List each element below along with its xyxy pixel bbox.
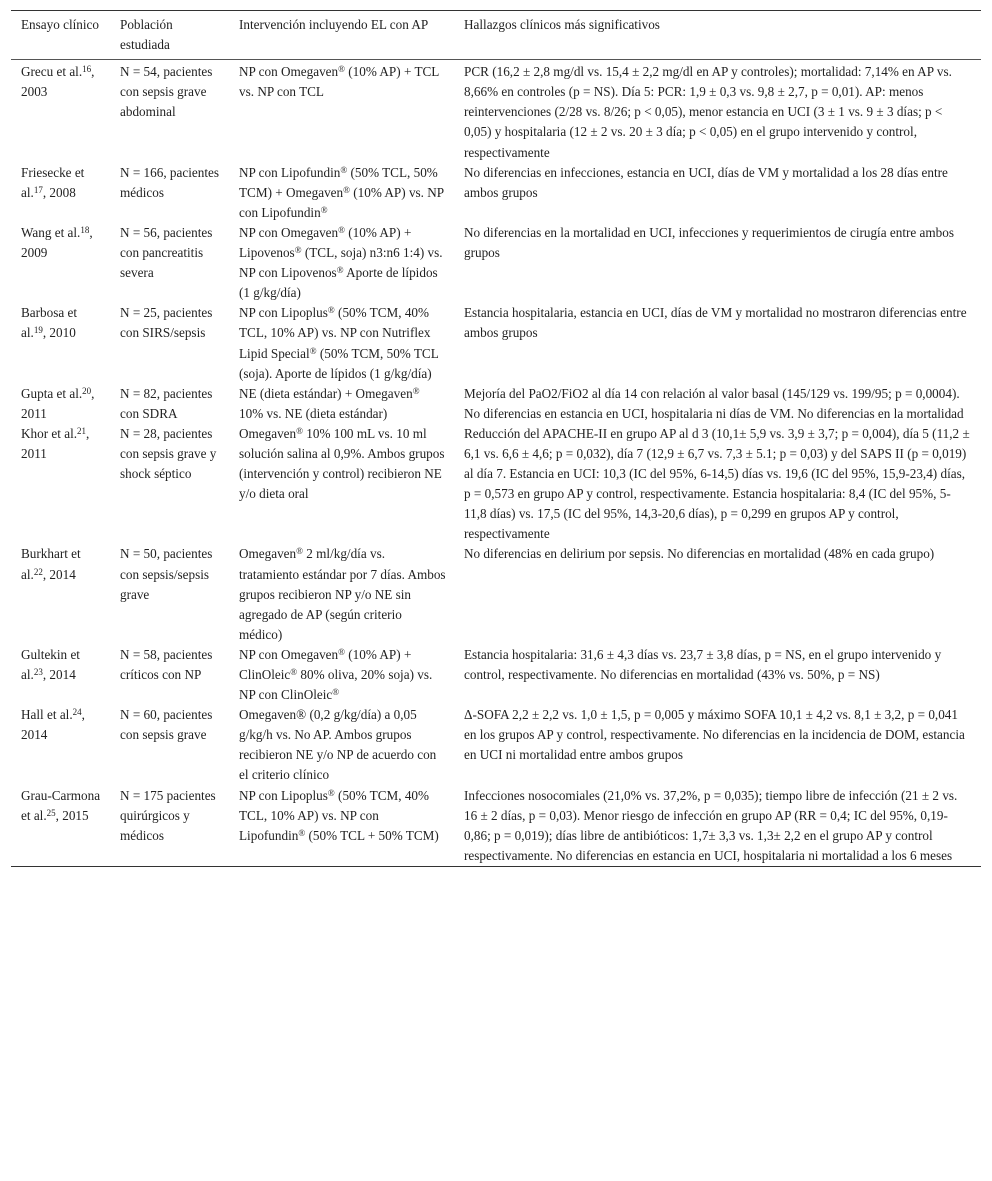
registered-mark: ® [309, 345, 317, 356]
table-row [11, 303, 981, 383]
intervention-cell [229, 424, 454, 545]
intervention-text: Omegaven [239, 425, 297, 441]
header-population: Población estudiada [120, 17, 173, 53]
table-row [11, 424, 981, 545]
registered-mark: ® [340, 164, 348, 175]
trial-year: , 2014 [42, 566, 76, 582]
intervention-text: Omegaven® (0,2 g/kg/día) a 0,05 g/kg/h vs. No AP. Ambos grupos recibieron NE y/o NP de acuerdo con el criterio clínico [239, 707, 437, 783]
intervention-text: Aporte de lípidos (1 g/kg/día) [239, 265, 438, 301]
registered-mark: ® [338, 64, 345, 75]
trial-author: Wang et al. [21, 224, 81, 240]
trial-reference: 19 [33, 325, 43, 336]
findings-cell: Estancia hospitalaria: 31,6 ± 4,3 días vs. 23,7 ± 3,8 días, p = NS, en el grupo intervenido y control, respectivamente. No diferencias en mortalidad (43% vs. 50%, p = NS) [464, 646, 942, 682]
intervention-text: NP con Omegaven [239, 64, 339, 80]
trial-reference: 21 [77, 425, 87, 436]
intervention-cell [229, 786, 454, 867]
table-body [11, 60, 981, 867]
intervention-cell [229, 223, 454, 303]
intervention-text: NE (dieta estándar) + Omegaven [239, 385, 413, 401]
intervention-text: (10% AP) + TCL vs. NP con TCL [239, 64, 439, 100]
registered-mark: ® [290, 667, 298, 677]
trial-cell [11, 424, 110, 545]
intervention-text: (50% TCL + 50% TCM) [305, 827, 439, 843]
clinical-trials-table [11, 10, 981, 867]
findings-cell: Mejoría del PaO2/FiO2 al día 14 con relación al valor basal (145/129 vs. 199/95; p = 0,0004). No diferencias en estancia en UCI, hospitalaria ni días de VM. No diferencias en la mortalidad [464, 385, 964, 421]
header-intervention: Intervención incluyendo EL con AP [239, 17, 429, 32]
trial-cell [11, 645, 110, 705]
trial-cell [11, 544, 110, 644]
trial-author: Gultekin et al. [21, 646, 80, 682]
intervention-text: 10% 100 mL vs. 10 ml solución salina al 0,9%. Ambos grupos (intervención y control) recibieron NE y/o dieta oral [239, 425, 445, 502]
registered-mark: ® [336, 265, 344, 276]
trial-author: Burkhart et al. [21, 546, 81, 582]
trial-year: , 2009 [21, 224, 93, 261]
registered-mark: ® [296, 425, 303, 436]
population-cell: N = 58, pacientes críticos con NP [120, 646, 213, 682]
table-row [11, 705, 981, 785]
intervention-text: 10% vs. NE (dieta estándar) [239, 405, 388, 421]
registered-mark: ® [327, 305, 335, 316]
trial-year: , 2010 [42, 325, 76, 341]
trial-reference: 25 [46, 807, 56, 818]
intervention-text: (50% TCM, 40% TCL, 10% AP) vs. NP con Lipofundin [239, 787, 430, 843]
intervention-text: NP con Lipoplus [239, 305, 328, 321]
intervention-text: NP con Lipofundin [239, 164, 341, 180]
registered-mark: ® [332, 687, 340, 698]
trial-reference: 22 [33, 566, 43, 577]
findings-cell: No diferencias en la mortalidad en UCI, infecciones y requerimientos de cirugía entre ambos grupos [464, 224, 954, 261]
intervention-cell [229, 705, 454, 785]
trial-year: , 2003 [21, 64, 95, 100]
trial-reference: 18 [80, 224, 90, 235]
table-row [11, 163, 981, 223]
trial-cell [11, 60, 110, 163]
intervention-text: NP con Omegaven [239, 646, 339, 662]
intervention-cell [229, 544, 454, 644]
table-header [11, 11, 981, 60]
table-row [11, 384, 981, 424]
registered-mark: ® [298, 827, 306, 838]
intervention-text: NP con Lipoplus [239, 787, 328, 803]
trial-year: , 2008 [42, 184, 76, 200]
findings-cell: PCR (16,2 ± 2,8 mg/dl vs. 15,4 ± 2,2 mg/dl en AP y controles); mortalidad: 7,14% en AP vs. 8,66% en controles (p = NS). Día 5: PCR: 1,9 ± 0,3 vs. 9,8 ± 2,7, p = 0,01). AP: menos reintervenciones (2/28 vs. 8/26; p < 0,05), menor estancia en UCI (3 ± 1 vs. 9 ± 3 días; p < 0,05) y hospitalaria (12 ± 2 vs. 20 ± 3 día; p < 0,05) en el grupo intervenido y control, respectivamente [464, 64, 952, 160]
trial-cell [11, 705, 110, 785]
trial-author: Grau-Carmona et al. [21, 787, 101, 823]
table-row [11, 645, 981, 705]
intervention-cell [229, 60, 454, 163]
population-cell: N = 28, pacientes con sepsis grave y shock séptico [120, 425, 217, 482]
intervention-text: (10% AP) + ClinOleic [239, 646, 412, 682]
registered-mark: ® [343, 184, 350, 195]
trial-year: , 2011 [21, 385, 95, 421]
trial-author: Friesecke et al. [21, 164, 85, 200]
findings-cell: No diferencias en infecciones, estancia en UCI, días de VM y mortalidad a los 28 días entre ambos grupos [464, 164, 948, 200]
header-trial: Ensayo clínico [21, 17, 100, 32]
trial-author: Grecu et al. [21, 64, 83, 80]
intervention-text: (10% AP) + Lipovenos [239, 224, 412, 261]
trial-year: , 2014 [42, 667, 76, 682]
findings-cell: Infecciones nosocomiales (21,0% vs. 37,2%, p = 0,035); tiempo libre de infección (21 ± 2 vs. 16 ± 2 días, p = 0,03). Menor riesgo de infección en grupo AP (RR = 0,4; IC del 95%, 0,19-0,86; p = 0,019); días libre de antibióticos: 1,7± 3,3 vs. 1,3± 2,2 en el grupo AP y control respectivamente. No diferencias en estancia en UCI, hospitalaria ni mortalidad a los 6 meses [464, 787, 958, 863]
findings-cell: Δ-SOFA 2,2 ± 2,2 vs. 1,0 ± 1,5, p = 0,005 y máximo SOFA 10,1 ± 4,2 vs. 8,1 ± 3,2, p = 0,041 en los grupos AP y control, respectivamente. No diferencias en la incidencia de DOM, estancia en UCI ni mortalidad entre ambos grupos [464, 707, 965, 763]
intervention-text: Omegaven [239, 546, 297, 562]
registered-mark: ® [296, 546, 303, 557]
intervention-text: (50% TCM, 40% TCL, 10% AP) vs. NP con Nutriflex Lipid Special [239, 305, 431, 361]
population-cell: N = 50, pacientes con sepsis/sepsis grave [120, 546, 213, 602]
intervention-text: 2 ml/kg/día vs. tratamiento estándar por 7 días. Ambos grupos recibieron NP y/o NE sin agregado de AP (según criterio médico) [239, 546, 446, 642]
table-row [11, 544, 981, 644]
population-cell: N = 175 pacientes quirúrgicos y médicos [120, 787, 216, 843]
population-cell: N = 166, pacientes médicos [120, 164, 219, 200]
trial-year: , 2014 [21, 707, 85, 743]
registered-mark: ® [320, 204, 328, 215]
header-findings: Hallazgos clínicos más significativos [464, 17, 660, 32]
trial-author: Hall et al. [21, 707, 73, 723]
intervention-text: (10% AP) vs. NP con Lipofundin [239, 184, 444, 220]
trial-reference: 20 [82, 385, 92, 396]
intervention-text: 80% oliva, 20% soja) vs. NP con ClinOleic [239, 667, 433, 703]
population-cell: N = 60, pacientes con sepsis grave [120, 707, 213, 743]
trial-author: Khor et al. [21, 425, 78, 441]
table-row [11, 223, 981, 303]
registered-mark: ® [294, 245, 302, 256]
trial-reference: 24 [72, 707, 82, 718]
findings-cell: Estancia hospitalaria, estancia en UCI, días de VM y mortalidad no mostraron diferencias entre ambos grupos [464, 305, 967, 341]
population-cell: N = 25, pacientes con SIRS/sepsis [120, 305, 213, 341]
trial-cell [11, 163, 110, 223]
intervention-cell [229, 384, 454, 424]
trial-year: , 2011 [21, 425, 90, 461]
intervention-text: (TCL, soja) n3:n6 1:4) vs. NP con Lipovenos [239, 245, 443, 281]
table-row [11, 786, 981, 867]
trial-reference: 17 [33, 184, 43, 195]
findings-cell: Reducción del APACHE-II en grupo AP al d 3 (10,1± 5,9 vs. 3,9 ± 3,7; p = 0,004), día 5 (11,2 ± 6,1 vs. 6,6 ± 4,6; p = 0,032), día 7 (12,9 ± 6,7 vs. 7,3 ± 5.1; p = 0,03) y del SAPS II (p = 0,019) al día 7. Estancia en UCI: 10,3 (IC del 95%, 6-14,5) días vs. 19,6 (IC del 95%, 15,9-23,4) días, p = 0,573 en grupo AP y control, respectivamente. Estancia hospitalaria: 8,4 (IC del 95%, 5-11,8 días) vs. 17,5 (IC del 95%, 14,3-20,6 días), p = 0,299 en grupos AP y control, respectivamente [464, 425, 970, 542]
table-row [11, 60, 981, 163]
registered-mark: ® [338, 224, 345, 235]
intervention-text: (50% TCL, 50% TCM) + Omegaven [239, 164, 438, 200]
population-cell: N = 56, pacientes con pancreatitis severa [120, 224, 213, 281]
trial-cell [11, 786, 110, 867]
intervention-text: NP con Omegaven [239, 224, 339, 240]
intervention-text: (50% TCM, 50% TCL (soja). Aporte de lípidos (1 g/kg/día) [239, 345, 439, 381]
trial-author: Gupta et al. [21, 385, 83, 401]
findings-cell: No diferencias en delirium por sepsis. No diferencias en mortalidad (48% en cada grupo) [464, 546, 935, 562]
population-cell: N = 54, pacientes con sepsis grave abdominal [120, 64, 213, 120]
registered-mark: ® [327, 787, 335, 798]
intervention-cell [229, 645, 454, 705]
intervention-cell [229, 303, 454, 383]
trial-cell [11, 384, 110, 424]
registered-mark: ® [412, 385, 420, 396]
trial-year: , 2015 [55, 807, 89, 823]
trial-cell [11, 223, 110, 303]
trial-reference: 16 [82, 64, 92, 75]
trial-reference: 23 [33, 667, 43, 677]
trial-author: Barbosa et al. [21, 305, 78, 341]
registered-mark: ® [338, 646, 345, 657]
population-cell: N = 82, pacientes con SDRA [120, 385, 213, 421]
intervention-cell [229, 163, 454, 223]
trial-cell [11, 303, 110, 383]
